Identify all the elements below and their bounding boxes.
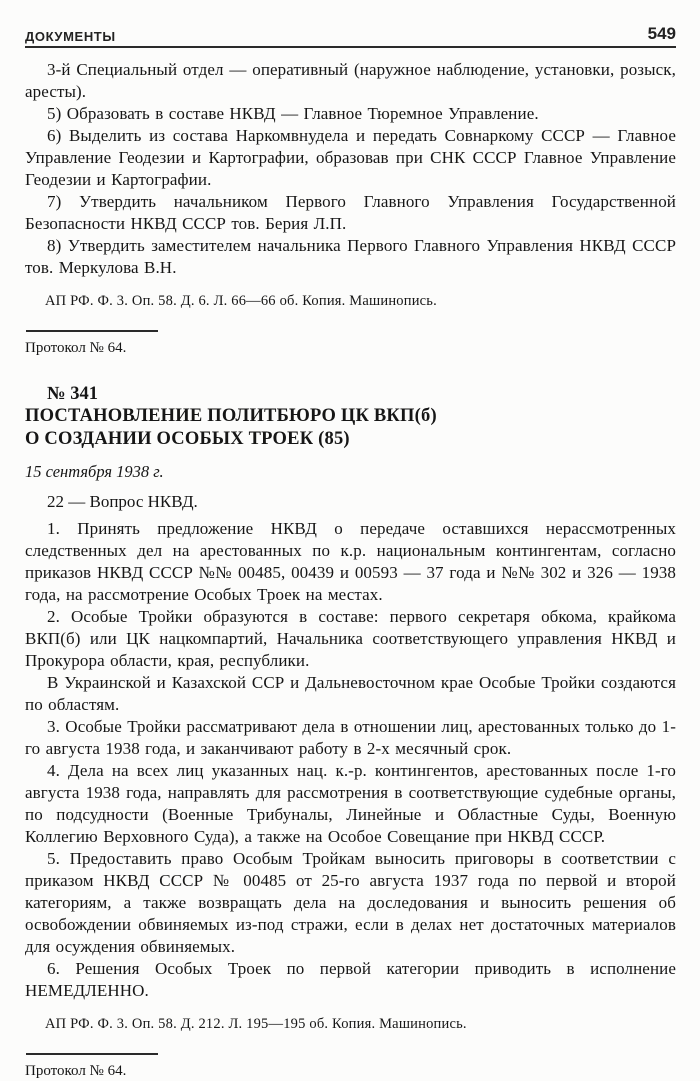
paragraph: 5) Образовать в составе НКВД — Главное Тюремное Управление. [47, 104, 539, 123]
paragraph: 8) Утвердить заместителем начальника Первого Главного Управления НКВД СССР тов. Меркулова В.Н. [25, 236, 676, 277]
paragraph: 3-й Специальный отдел — оперативный (наружное наблюдение, установки, розыск, аресты). [25, 60, 676, 101]
document-title-line-2: О СОЗДАНИИ ОСОБЫХ ТРОЕК (85) [25, 429, 350, 449]
paragraph: 6. Решения Особых Троек по первой категории приводить в исполнение НЕМЕДЛЕННО. [25, 959, 676, 1000]
archival-source-line: АП РФ. Ф. 3. Оп. 58. Д. 6. Л. 66—66 об. Копия. Машинопись. [45, 293, 437, 309]
footnote: Протокол № 64. [25, 1063, 127, 1079]
section-label: ДОКУМЕНТЫ [25, 29, 116, 44]
paragraph: 4. Дела на всех лиц указанных нац. к.-р. контингентов, арестованных после 1-го августа 1938 года, направлять для рассмотрения в соответствующие судебные органы, по подсудности (Военные Трибуналы, Линейные и Областные Суды, Военную Коллегию Верховного Суда), а также на Особое Совещание при НКВД СССР. [25, 761, 676, 846]
document-title-line-1: ПОСТАНОВЛЕНИЕ ПОЛИТБЮРО ЦК ВКП(б) [25, 406, 437, 426]
paragraph: 7) Утвердить начальником Первого Главного Управления Государственной Безопасности НКВД СССР тов. Берия Л.П. [25, 192, 676, 233]
document-number: № 341 [47, 384, 98, 404]
page-number: 549 [647, 24, 676, 43]
footnote: Протокол № 64. [25, 340, 127, 356]
running-header [25, 24, 676, 48]
document-2 [25, 383, 676, 1081]
paragraph: 1. Принять предложение НКВД о передаче оставшихся нерассмотренных следственных дел на арестованных по к.р. национальным контингентам, согласно приказов НКВД СССР №№ 00485, 00439 и 00593 — 37 года и №№ 302 и 326 — 1938 года, на рассмотрение Особых Троек на местах. [25, 519, 676, 604]
paragraph: 5. Предоставить право Особым Тройкам выносить приговоры в соответствии с приказом НКВД СССР № 00485 от 25-го августа 1937 года по первой и второй категориям, а также возвращать дела на доследования и выносить решения об освобождении обвиняемых из-под стражи, если в делах нет достаточных материалов для осуждения обвиняемых. [25, 849, 676, 956]
document-2-body [25, 518, 676, 1002]
document-1-body [25, 59, 676, 358]
paragraph: 2. Особые Тройки образуются в составе: первого секретаря обкома, крайкома ВКП(б) или ЦК нацкомпартий, Начальника соответствующего управления НКВД и Прокурора области, края, республики. [25, 607, 676, 670]
document-date: 15 сентября 1938 г. [25, 462, 164, 481]
document-intro: 22 — Вопрос НКВД. [47, 492, 198, 511]
footnote-divider [26, 1053, 158, 1055]
paragraph: 3. Особые Тройки рассматривают дела в отношении лиц, арестованных только до 1-го августа 1938 года, и заканчивают работу в 2-х месячный срок. [25, 717, 676, 758]
paragraph: 6) Выделить из состава Наркомвнудела и передать Совнаркому СССР — Главное Управление Геодезии и Картографии, образовав при СНК СССР Главное Управление Геодезии и Картографии. [25, 126, 676, 189]
paragraph: В Украинской и Казахской ССР и Дальневосточном крае Особые Тройки создаются по областям. [25, 673, 676, 714]
footnote-divider [26, 330, 158, 332]
archival-source-line: АП РФ. Ф. 3. Оп. 58. Д. 212. Л. 195—195 об. Копия. Машинопись. [45, 1016, 467, 1032]
